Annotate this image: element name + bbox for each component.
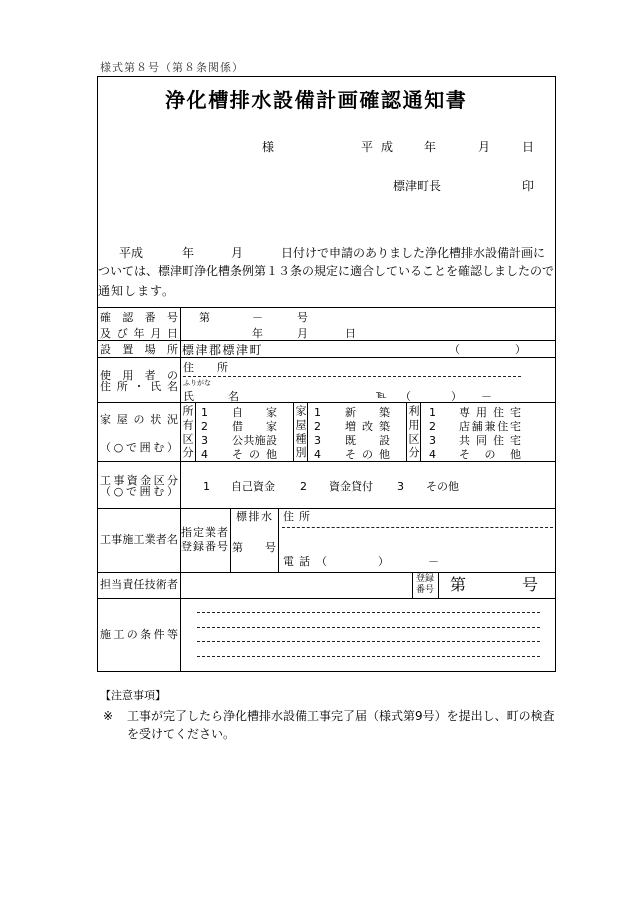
label-char: 術 xyxy=(155,578,167,591)
contractor-reg-prefix xyxy=(236,511,272,522)
header-day: 日 xyxy=(522,140,535,154)
user-label-line2 xyxy=(100,381,178,392)
seal-mark: 印 xyxy=(522,179,535,193)
label-char: 確 xyxy=(100,311,111,324)
label-char: で xyxy=(125,441,137,454)
engineer-label xyxy=(100,579,178,590)
funding-option-text: その他 xyxy=(426,480,459,493)
label-char: 番 xyxy=(144,311,156,324)
confirm-number-suffix: 号 xyxy=(297,311,308,324)
usage-option-text xyxy=(459,435,521,446)
tel-close: ） xyxy=(451,390,462,403)
label-char: 自 xyxy=(232,406,243,419)
label-char: 他 xyxy=(266,448,277,461)
label-char: 当 xyxy=(111,578,123,591)
label-char: 及 xyxy=(100,327,111,340)
label-char: 定 xyxy=(193,526,204,539)
user-name-label xyxy=(183,391,239,402)
contractor-label xyxy=(100,534,178,545)
tel-label: ℡ xyxy=(376,390,387,401)
funding-option-number: 3 xyxy=(397,480,404,493)
label-char: 月 xyxy=(150,327,162,340)
building-type-option-text xyxy=(345,407,390,418)
label-char: 区 xyxy=(153,474,165,487)
row-divider xyxy=(98,508,555,509)
label-char: 住 xyxy=(100,380,111,393)
tel-dash: － xyxy=(481,390,492,403)
body-line3: 通知します。 xyxy=(98,284,176,298)
label-char: 金 xyxy=(140,474,152,487)
usage-option-text xyxy=(459,421,521,432)
label-char: 業 xyxy=(205,526,216,539)
usage-option-number: 3 xyxy=(429,434,436,447)
label-char: 同 xyxy=(476,434,487,447)
label-char: 者 xyxy=(166,578,178,591)
label-char: 名 xyxy=(228,390,239,403)
confirm-label-line2 xyxy=(100,328,178,339)
cell-divider xyxy=(278,508,279,572)
issuer-name: 標津町長 xyxy=(393,179,442,193)
contractor-reg-label-line2 xyxy=(181,541,228,552)
label-char: 新 xyxy=(345,406,356,419)
usage-option-text xyxy=(459,407,521,418)
contractor-phone-dash: － xyxy=(428,555,439,568)
cell-divider xyxy=(438,572,439,598)
building-type-option-text xyxy=(345,449,390,460)
label-char: 登 xyxy=(181,540,192,553)
location-label xyxy=(100,344,178,355)
furigana-label: ふりがな xyxy=(183,379,211,387)
label-char: 任 xyxy=(133,578,145,591)
label-char: 施 xyxy=(254,434,266,447)
label-char: の xyxy=(133,413,145,426)
contractor-phone-close: ） xyxy=(378,555,389,568)
usage-option-number: 2 xyxy=(429,420,436,433)
confirm-year: 年 xyxy=(252,327,263,340)
conditions-dashed-line xyxy=(197,641,540,642)
label-char: そ xyxy=(345,448,356,461)
label-char: 工 xyxy=(100,533,111,546)
usage-option-text xyxy=(459,449,521,460)
label-char: 資 xyxy=(126,474,138,487)
label-char: 況 xyxy=(167,413,178,426)
location-value: 標津郡標津町 xyxy=(182,343,264,357)
header-month: 月 xyxy=(478,140,491,154)
label-char: 家 xyxy=(100,413,111,426)
label-char: 囲 xyxy=(139,441,151,454)
label-char: 設 xyxy=(100,343,111,356)
label-char: 住 xyxy=(283,510,294,523)
label-char: 築 xyxy=(379,420,390,433)
label-char: 用 xyxy=(122,369,134,382)
label-char: の xyxy=(249,448,260,461)
label-char: 他 xyxy=(379,448,390,461)
label-char: 共 xyxy=(243,434,255,447)
label-char: 所 xyxy=(299,510,310,523)
cell-divider xyxy=(195,402,196,461)
contractor-reg-no-prefix: 第 xyxy=(232,541,243,554)
usage-group-title: 利用区分 xyxy=(407,405,420,461)
ownership-option-text xyxy=(232,435,277,446)
funding-option-text: 自己資金 xyxy=(231,480,275,493)
label-char: 所 xyxy=(166,343,178,356)
header-era xyxy=(361,141,393,153)
label-char: の xyxy=(166,369,178,382)
label-char: ○ xyxy=(113,485,124,498)
label-char: 認 xyxy=(122,311,134,324)
conditions-dashed-line xyxy=(197,656,540,657)
engineer-number-prefix: 第 xyxy=(450,575,467,594)
label-column-divider xyxy=(180,307,181,671)
label-char: 排 xyxy=(248,510,260,523)
row-divider xyxy=(98,340,555,341)
label-char: 電 xyxy=(283,555,294,568)
label-char: ○ xyxy=(113,441,124,454)
row-divider xyxy=(98,461,555,462)
form-reference: 様式第８号（第８条関係） xyxy=(100,61,244,74)
header-year: 年 xyxy=(424,140,437,154)
building-type-option-number: 3 xyxy=(314,434,321,447)
label-char: 平 xyxy=(361,140,374,154)
engineer-reg-line2: 番号 xyxy=(416,585,435,595)
label-char: び xyxy=(116,327,128,340)
label-char: 住 xyxy=(493,434,504,447)
label-char: 事 xyxy=(111,533,123,546)
cell-divider xyxy=(420,402,421,461)
label-char: 既 xyxy=(345,434,356,447)
building-type-group-title: 家屋種別 xyxy=(294,405,307,461)
label-char: 技 xyxy=(144,578,156,591)
usage-option-number: 1 xyxy=(429,406,436,419)
confirm-number-prefix: 第 xyxy=(199,311,210,324)
label-char: 他 xyxy=(510,448,521,461)
label-char: 専 xyxy=(459,406,470,419)
label-char: 用 xyxy=(476,406,487,419)
body-line1: 日付けで申請のありました浄化槽排水設備計画に xyxy=(281,246,546,260)
confirm-month: 月 xyxy=(297,327,308,340)
contractor-reg-no-suffix: 号 xyxy=(265,541,276,554)
building-type-option-text xyxy=(345,421,390,432)
label-char: 名 xyxy=(167,380,178,393)
label-char: 者 xyxy=(155,533,167,546)
engineer-number-suffix: 号 xyxy=(522,575,539,594)
label-char: の xyxy=(362,448,373,461)
row-divider xyxy=(98,598,555,599)
label-char: む xyxy=(153,485,165,498)
row-divider xyxy=(98,307,555,308)
label-char: 成 xyxy=(380,140,393,154)
building-type-option-number: 4 xyxy=(314,448,321,461)
cell-divider xyxy=(412,572,413,598)
label-char: 所 xyxy=(217,361,228,374)
contractor-phone-label xyxy=(283,556,310,567)
conditions-label xyxy=(100,629,178,640)
label-char: ） xyxy=(166,441,178,454)
label-char: 責 xyxy=(122,578,134,591)
conditions-dashed-line xyxy=(197,612,540,613)
location-paren: （ ） xyxy=(449,343,526,356)
building-type-option-text xyxy=(345,435,390,446)
cell-divider xyxy=(307,402,308,461)
label-char: 宅 xyxy=(510,406,521,419)
label-char: 日 xyxy=(167,327,178,340)
row-divider xyxy=(98,357,555,358)
label-char: 工 xyxy=(100,474,111,487)
label-char: ） xyxy=(166,485,178,498)
form-title: 浄化槽排水設備計画確認通知書 xyxy=(165,88,468,112)
engineer-reg-line1: 登録 xyxy=(416,574,435,584)
house-label-line1 xyxy=(100,414,178,425)
ownership-option-text xyxy=(232,407,277,418)
label-char: 名 xyxy=(166,533,178,546)
label-char: 事 xyxy=(113,474,125,487)
address-dashed-line xyxy=(183,376,521,377)
funding-option-number: 1 xyxy=(203,480,210,493)
label-char: 公 xyxy=(232,434,243,447)
label-char: 指 xyxy=(181,526,192,539)
label-char: 施 xyxy=(100,628,111,641)
label-char: 兼 xyxy=(484,420,496,433)
label-char: 施 xyxy=(122,533,134,546)
ownership-group-title: 所有区分 xyxy=(181,405,194,461)
conditions-dashed-line xyxy=(197,627,540,628)
tel-open: （ xyxy=(400,390,411,403)
label-char: 家 xyxy=(266,406,277,419)
label-char: 番 xyxy=(205,540,216,553)
confirm-label-line1 xyxy=(100,312,178,323)
label-char: 使 xyxy=(100,369,111,382)
label-char: 店 xyxy=(459,420,470,433)
row-divider xyxy=(98,572,555,573)
label-char: 氏 xyxy=(150,380,162,393)
body-month: 月 xyxy=(231,246,244,260)
label-char: 等 xyxy=(166,628,178,641)
label-char: 屋 xyxy=(116,413,128,426)
label-char: 共 xyxy=(459,434,470,447)
ownership-option-number: 2 xyxy=(201,420,208,433)
body-era: 平成 xyxy=(119,246,144,260)
label-char: そ xyxy=(459,448,470,461)
label-char: 宅 xyxy=(510,434,521,447)
funding-option-number: 2 xyxy=(300,480,307,493)
label-char: 分 xyxy=(166,474,178,487)
label-char: の xyxy=(126,628,138,641)
label-char: 増 xyxy=(345,420,356,433)
label-char: 築 xyxy=(379,406,390,419)
confirm-number-dash: － xyxy=(252,311,263,324)
label-char: そ xyxy=(232,448,243,461)
confirm-day: 日 xyxy=(345,327,356,340)
label-char: 家 xyxy=(266,420,277,433)
house-label-line2 xyxy=(100,442,178,453)
label-char: 録 xyxy=(193,540,204,553)
contractor-phone-open: （ xyxy=(316,555,327,568)
building-type-option-number: 2 xyxy=(314,420,321,433)
label-char: 設 xyxy=(379,434,390,447)
body-line2: ついては、標津町浄化槽条例第１３条の規定に適合していることを確認しましたので xyxy=(98,264,555,278)
label-char: ・ xyxy=(133,380,145,393)
label-char: 号 xyxy=(166,311,178,324)
funding-label-line2 xyxy=(100,486,178,497)
label-char: 設 xyxy=(265,434,277,447)
notes-mark: ※ xyxy=(103,709,114,723)
ownership-option-text xyxy=(232,421,277,432)
label-char: （ xyxy=(100,441,111,454)
ownership-option-number: 3 xyxy=(201,434,208,447)
funding-option-text: 資金貸付 xyxy=(329,480,373,493)
label-char: 借 xyxy=(232,420,243,433)
label-char: 場 xyxy=(144,343,156,356)
ownership-option-number: 4 xyxy=(201,448,208,461)
label-char: 宅 xyxy=(510,420,521,433)
label-char: 改 xyxy=(362,420,373,433)
user-address-label xyxy=(183,362,228,373)
label-char: 状 xyxy=(150,413,162,426)
usage-option-number: 4 xyxy=(429,448,436,461)
label-char: 囲 xyxy=(139,485,151,498)
notes-heading: 【注意事項】 xyxy=(100,689,166,702)
label-char: 業 xyxy=(144,533,156,546)
label-char: 標 xyxy=(236,510,247,523)
label-char: 者 xyxy=(144,369,156,382)
label-char: 号 xyxy=(217,540,228,553)
notes-line2: を受けてください。 xyxy=(127,727,236,741)
label-char: （ xyxy=(100,485,111,498)
label-char: 氏 xyxy=(183,390,194,403)
label-char: 水 xyxy=(261,510,272,523)
cell-divider xyxy=(230,508,231,572)
label-char: 住 xyxy=(183,361,194,374)
label-char: 工 xyxy=(113,628,125,641)
label-char: 話 xyxy=(299,555,310,568)
contractor-address-dashed-line xyxy=(282,527,553,528)
label-char: 舗 xyxy=(471,420,483,433)
label-char: で xyxy=(125,485,137,498)
label-char: む xyxy=(153,441,165,454)
label-char: 所 xyxy=(116,380,128,393)
body-year: 年 xyxy=(182,246,195,260)
label-char: 担 xyxy=(100,578,111,591)
label-char: 住 xyxy=(497,420,509,433)
label-char: 置 xyxy=(122,343,134,356)
ownership-option-number: 1 xyxy=(201,406,208,419)
label-char: 工 xyxy=(133,533,145,546)
ownership-option-text xyxy=(232,449,277,460)
addressee-suffix: 様 xyxy=(262,140,275,154)
notes-line1: 工事が完了したら浄化槽排水設備工事完了届（様式第9号）を提出し、町の検査 xyxy=(127,709,555,723)
label-char: 者 xyxy=(217,526,228,539)
label-char: 件 xyxy=(153,628,165,641)
contractor-address-label xyxy=(283,511,310,522)
label-char: 住 xyxy=(493,406,504,419)
label-char: の xyxy=(484,448,496,461)
label-char: 年 xyxy=(133,327,145,340)
label-char: 条 xyxy=(140,628,152,641)
contractor-reg-label-line1 xyxy=(181,527,228,538)
building-type-option-number: 1 xyxy=(314,406,321,419)
